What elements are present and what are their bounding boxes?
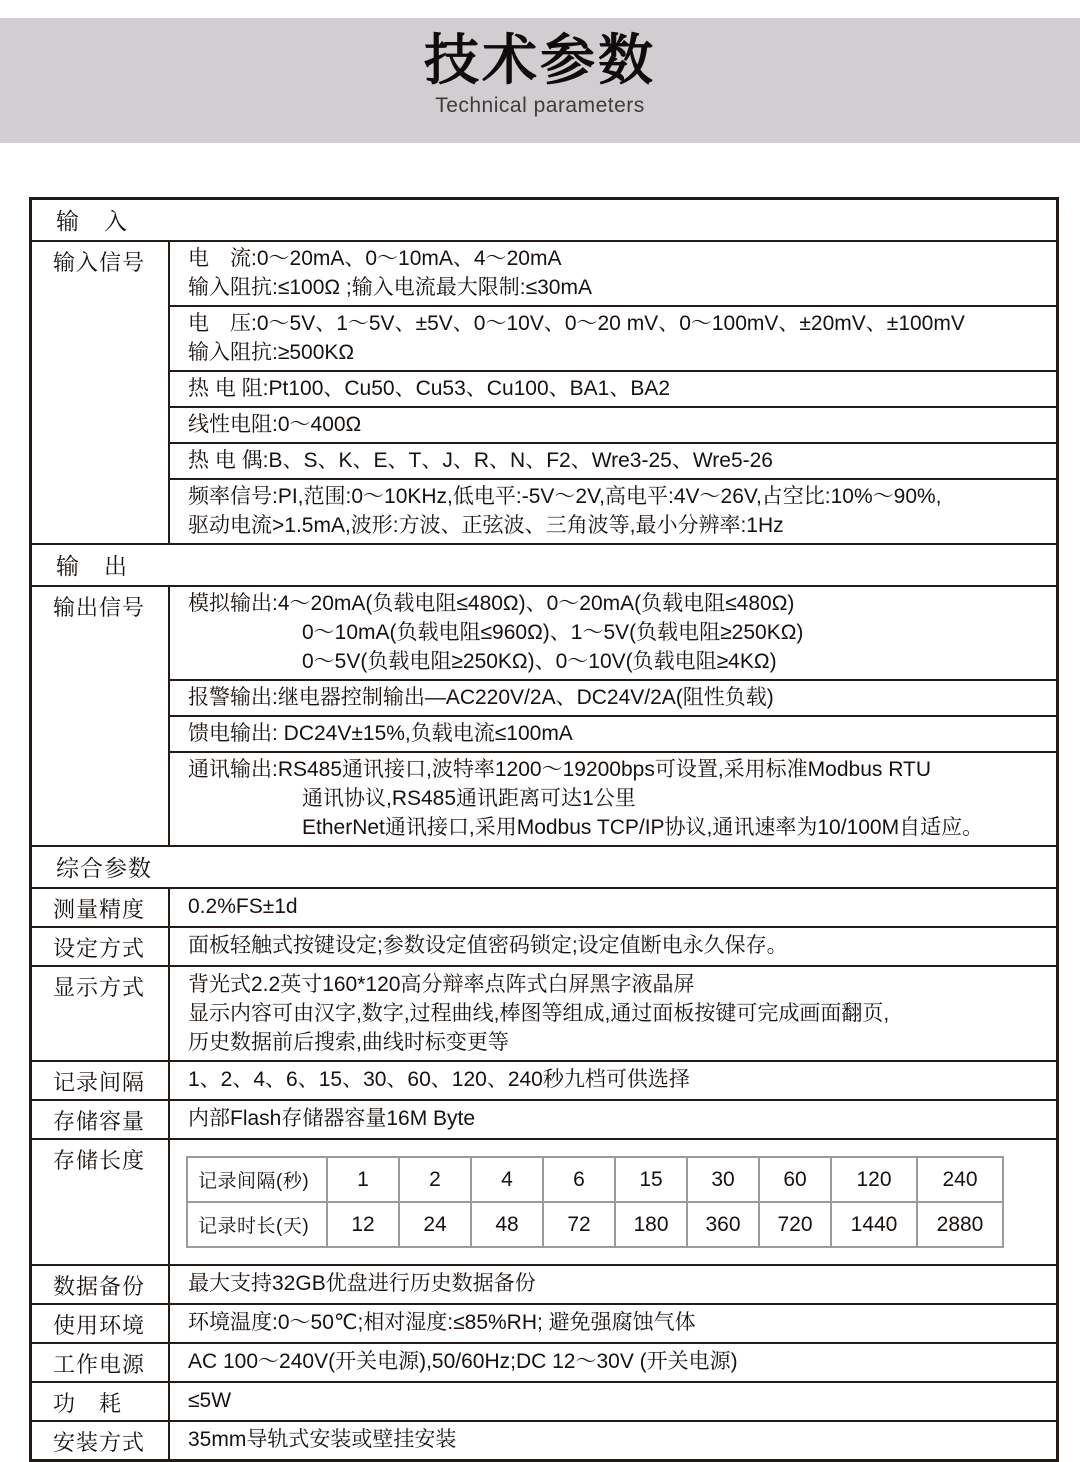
spec-line: 频率信号:PI,范围:0～10KHz,低电平:-5V～2V,高电平:4V～26V,占空比:10%～90%, xyxy=(188,485,942,508)
storage-cell: 记录间隔(秒) xyxy=(187,1157,327,1202)
row-label: 测量精度 xyxy=(32,889,170,926)
row-storage-capacity xyxy=(32,1099,1056,1138)
row-record-interval xyxy=(32,1060,1056,1099)
page-title: 技术参数 xyxy=(423,29,656,91)
row-value xyxy=(170,1422,1056,1459)
input-signal-values xyxy=(170,242,1056,543)
row-storage-length xyxy=(32,1138,1056,1264)
row-label: 记录间隔 xyxy=(32,1062,170,1099)
spec-line: 最大支持32GB优盘进行历史数据备份 xyxy=(188,1272,536,1295)
row-value xyxy=(170,928,1056,965)
storage-cell: 720 xyxy=(759,1202,831,1247)
spec-line: 显示内容可由汉字,数字,过程曲线,棒图等组成,通过面板按键可完成画面翻页, xyxy=(188,1002,890,1025)
sub-row-feed-output xyxy=(170,715,1056,751)
row-output-signal xyxy=(32,585,1056,845)
sub-row-comm-output xyxy=(170,751,1056,845)
section-row-input: 输 入 xyxy=(56,208,128,234)
storage-cell: 30 xyxy=(687,1157,759,1202)
spec-line: 模拟输出:4～20mA(负载电阻≤480Ω)、0～20mA(负载电阻≤480Ω) xyxy=(188,592,795,615)
storage-cell: 72 xyxy=(543,1202,615,1247)
spec-line: EtherNet通讯接口,采用Modbus TCP/IP协议,通讯速率为10/100M自适应。 xyxy=(302,816,984,839)
spec-line: 输入阻抗:≤100Ω ;输入电流最大限制:≤30mA xyxy=(188,276,592,299)
row-display xyxy=(32,965,1056,1060)
row-label: 存储长度 xyxy=(32,1140,170,1264)
spec-line: 输入阻抗:≥500KΩ xyxy=(188,341,355,364)
row-value xyxy=(170,967,1056,1060)
storage-cell: 240 xyxy=(917,1157,1003,1202)
row-label: 显示方式 xyxy=(32,967,170,1060)
row-environment xyxy=(32,1303,1056,1342)
spec-line: 电 流:0～20mA、0～10mA、4～20mA xyxy=(188,247,562,270)
storage-cell: 6 xyxy=(543,1157,615,1202)
storage-cell: 48 xyxy=(471,1202,543,1247)
storage-cell: 180 xyxy=(615,1202,687,1247)
page-subtitle: Technical parameters xyxy=(435,93,645,117)
sub-row-current xyxy=(170,242,1056,305)
spec-line: 通讯输出:RS485通讯接口,波特率1200～19200bps可设置,采用标准Modbus RTU xyxy=(188,758,932,781)
storage-cell: 60 xyxy=(759,1157,831,1202)
row-value xyxy=(170,1140,1056,1264)
row-label: 数据备份 xyxy=(32,1266,170,1303)
spec-line: 0～5V(负载电阻≥250KΩ)、0～10V(负载电阻≥4KΩ) xyxy=(302,650,777,673)
spec-line: 通讯协议,RS485通讯距离可达1公里 xyxy=(302,787,636,810)
sub-row-linear-resistance xyxy=(170,406,1056,442)
row-mounting xyxy=(32,1420,1056,1459)
spec-line: 电 压:0～5V、1～5V、±5V、0～10V、0～20 mV、0～100mV、±20mV、±100mV xyxy=(188,312,965,335)
storage-cell: 4 xyxy=(471,1157,543,1202)
row-label: 使用环境 xyxy=(32,1305,170,1342)
row-value xyxy=(170,889,1056,926)
sub-row-voltage xyxy=(170,305,1056,370)
spec-line: 1、2、4、6、15、30、60、120、240秒九档可供选择 xyxy=(188,1068,690,1091)
spec-line: 热 电 阻:Pt100、Cu50、Cu53、Cu100、BA1、BA2 xyxy=(188,377,671,400)
title-band xyxy=(0,18,1080,143)
sub-row-analog-output xyxy=(170,587,1056,679)
storage-duration-row xyxy=(187,1202,1003,1247)
storage-interval-row xyxy=(187,1157,1003,1202)
spec-line: 驱动电流>1.5mA,波形:方波、正弦波、三角波等,最小分辨率:1Hz xyxy=(188,514,784,537)
row-label: 安装方式 xyxy=(32,1422,170,1459)
spec-line: 馈电输出: DC24V±15%,负载电流≤100mA xyxy=(188,722,573,745)
spec-table xyxy=(29,197,1059,1462)
storage-cell: 12 xyxy=(327,1202,399,1247)
storage-cell: 360 xyxy=(687,1202,759,1247)
spec-line: 线性电阻:0～400Ω xyxy=(188,413,362,436)
row-value xyxy=(170,1101,1056,1138)
spec-line: 报警输出:继电器控制输出—AC220V/2A、DC24V/2A(阻性负载) xyxy=(188,686,774,709)
row-value xyxy=(170,1062,1056,1099)
storage-cell: 2880 xyxy=(917,1202,1003,1247)
sub-row-frequency xyxy=(170,478,1056,543)
spec-line: AC 100～240V(开关电源),50/60Hz;DC 12～30V (开关电源) xyxy=(188,1350,738,1373)
section-row-output: 输 出 xyxy=(32,543,1056,585)
spec-line: 35mm导轨式安装或壁挂安装 xyxy=(188,1428,457,1451)
row-setting xyxy=(32,926,1056,965)
sub-row-thermocouple xyxy=(170,442,1056,478)
spec-line: 热 电 偶:B、S、K、E、T、J、R、N、F2、Wre3-25、Wre5-26 xyxy=(188,449,773,472)
storage-cell: 120 xyxy=(831,1157,917,1202)
sub-row-rtd xyxy=(170,370,1056,406)
spec-line: 内部Flash存储器容量16M Byte xyxy=(188,1107,476,1130)
spec-line: 历史数据前后搜索,曲线时标变更等 xyxy=(188,1031,509,1054)
row-value xyxy=(170,1383,1056,1420)
spec-line: 环境温度:0～50℃;相对湿度:≤85%RH; 避免强腐蚀气体 xyxy=(188,1311,696,1334)
row-power-consumption xyxy=(32,1381,1056,1420)
row-value xyxy=(170,1344,1056,1381)
spec-line: 0～10mA(负载电阻≤960Ω)、1～5V(负载电阻≥250KΩ) xyxy=(302,621,804,644)
storage-cell: 记录时长(天) xyxy=(187,1202,327,1247)
storage-cell: 15 xyxy=(615,1157,687,1202)
output-signal-values xyxy=(170,587,1056,845)
row-power-supply xyxy=(32,1342,1056,1381)
spec-line: 0.2%FS±1d xyxy=(188,895,298,918)
spec-line: ≤5W xyxy=(188,1389,232,1412)
row-input-signal xyxy=(32,240,1056,543)
storage-table-wrap xyxy=(170,1140,1056,1264)
spec-line: 背光式2.2英寸160*120高分辩率点阵式白屏黑字液晶屏 xyxy=(188,973,695,996)
row-accuracy xyxy=(32,887,1056,926)
spec-line: 面板轻触式按键设定;参数设定值密码锁定;设定值断电永久保存。 xyxy=(188,934,788,957)
row-label: 工作电源 xyxy=(32,1344,170,1381)
storage-cell: 24 xyxy=(399,1202,471,1247)
row-data-backup xyxy=(32,1264,1056,1303)
row-label: 设定方式 xyxy=(32,928,170,965)
row-value xyxy=(170,1305,1056,1342)
section-row-general: 综合参数 xyxy=(32,845,1056,887)
sub-row-alarm-output xyxy=(170,679,1056,715)
storage-cell: 1440 xyxy=(831,1202,917,1247)
row-label: 功 耗 xyxy=(32,1383,170,1420)
storage-table xyxy=(186,1156,1004,1248)
storage-cell: 2 xyxy=(399,1157,471,1202)
row-label: 输出信号 xyxy=(32,587,170,845)
row-value xyxy=(170,1266,1056,1303)
storage-cell: 1 xyxy=(327,1157,399,1202)
row-label: 输入信号 xyxy=(32,242,170,543)
row-label: 存储容量 xyxy=(32,1101,170,1138)
